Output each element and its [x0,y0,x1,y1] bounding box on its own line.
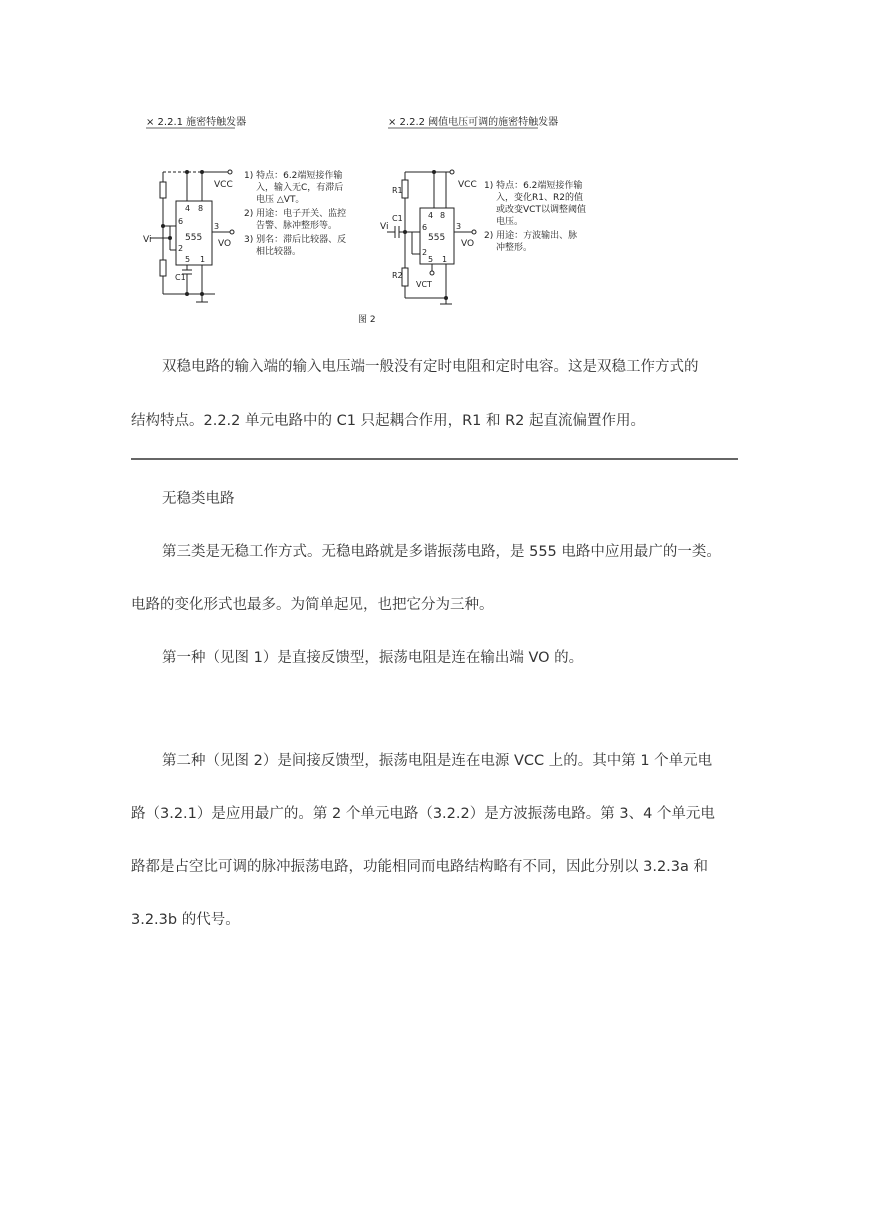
left-note-line: 2) 用途：电子开关、监控 [244,209,347,219]
right-pin-6: 6 [422,223,428,232]
right-circuit-title: × 2.2.2 阈值电压可调的施密特触发器 [388,117,559,128]
left-vo-label: VO [218,239,232,249]
right-note-line: 1) 特点：6.2端短接作输 [484,181,583,191]
right-pin-2: 2 [422,248,428,257]
left-note-line: 入，输入无C，有滞后 [256,183,344,193]
right-pin-1: 1 [442,255,448,264]
right-note-line: 入，变化R1、R2的值 [496,193,583,203]
paragraph-line: 3.2.3b 的代号。 [131,912,240,928]
paragraph-line: 第一种（见图 1）是直接反馈型，振荡电阻是连在输出端 VO 的。 [162,650,584,666]
right-vcc-label: VCC [458,180,477,190]
left-pin-5: 5 [185,255,191,264]
left-pin-6: 6 [178,217,184,226]
left-note-line: 3) 别名：滞后比较器、反 [244,235,347,245]
right-c1-label: C1 [392,214,403,223]
circuit-diagram [140,108,600,330]
left-circuit-title: × 2.2.1 施密特触发器 [146,117,247,128]
left-note-line: 相比较器。 [256,247,302,257]
left-pin-8: 8 [198,204,204,213]
right-note-line: 电压。 [496,217,524,227]
paragraph-line: 电路的变化形式也最多。为简单起见，也把它分为三种。 [131,597,494,613]
right-chip-label: 555 [428,233,446,243]
right-note-line: 2) 用途：方波输出、脉 [484,231,578,241]
paragraph-line: 双稳电路的输入端的输入电压端一般没有定时电阻和定时电容。这是双稳工作方式的 [162,359,699,375]
left-note-line: 电压 △VT。 [256,195,305,205]
section-divider [131,458,738,460]
left-circuit-labels [143,180,233,282]
paragraph-line: 第二种（见图 2）是间接反馈型，振荡电阻是连在电源 VCC 上的。其中第 1 个单元电 [162,753,713,769]
right-r2-label: R2 [392,271,403,280]
right-vi-label: Vi [380,222,389,232]
figure-caption: 图 2 [358,315,376,325]
left-pin-4: 4 [185,204,191,213]
left-circuit-notes [244,169,346,257]
left-note-line: 告警、脉冲整形等。 [256,221,338,231]
left-note-line: 1) 特点：6.2端短接作输 [244,171,343,181]
left-c1-label: C1 [175,273,186,282]
right-vct-label: VCT [416,280,432,289]
left-pin-1: 1 [200,255,206,264]
right-circuit-notes [484,179,586,253]
paragraph-line: 结构特点。2.2.2 单元电路中的 C1 只起耦合作用，R1 和 R2 起直流偏置作用。 [131,413,645,429]
left-pin-3: 3 [214,222,220,231]
right-note-line: 或改变VCT以调整阈值 [496,205,586,215]
right-pin-4: 4 [428,211,434,220]
right-note-line: 冲整形。 [496,243,533,253]
left-chip-label: 555 [185,233,203,243]
left-vcc-label: VCC [214,180,233,190]
right-vo-label: VO [461,239,475,249]
section-heading: 无稳类电路 [162,491,235,507]
right-pin-5: 5 [428,255,434,264]
paragraph-line: 路（3.2.1）是应用最广的。第 2 个单元电路（3.2.2）是方波振荡电路。第 3、4 个单元电 [131,806,715,822]
paragraph-line: 第三类是无稳工作方式。无稳电路就是多谐振荡电路，是 555 电路中应用最广的一类。 [162,544,721,560]
circuit-figure [140,108,600,330]
left-vi-label: Vi [143,235,152,245]
right-pin-3: 3 [456,222,462,231]
right-r1-label: R1 [392,186,403,195]
left-pin-2: 2 [178,244,184,253]
right-pin-8: 8 [440,211,446,220]
paragraph-line: 路都是占空比可调的脉冲振荡电路，功能相同而电路结构略有不同，因此分别以 3.2.3a 和 [131,859,708,875]
